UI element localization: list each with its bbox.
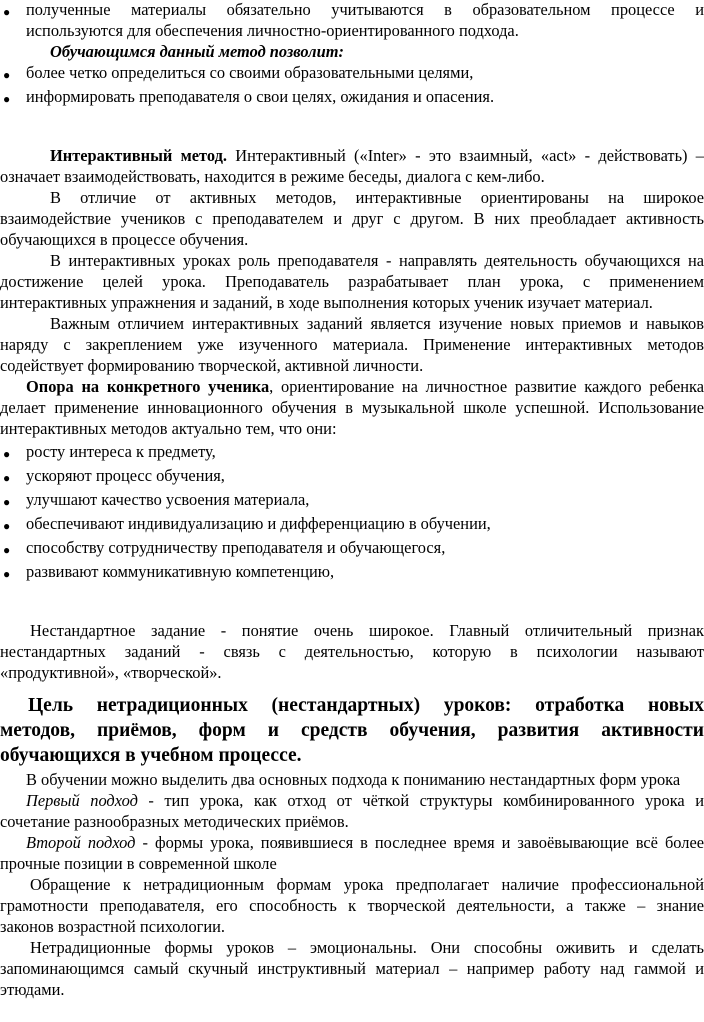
students-method-title: Обучающимся данный метод позволит: <box>50 42 344 61</box>
bullet-icon: ● <box>3 447 11 461</box>
benefit-item-3: улучшают качество усвоения материала, <box>26 490 310 509</box>
first-approach-text: - тип урока, как отход от чёткой структуры комбинированного урока и <box>137 791 704 810</box>
interactive-term: Интерактивный метод. <box>50 146 227 165</box>
appeal-line-1: Обращение к нетрадиционным формам урока предполагает наличие профессиональной <box>30 875 704 894</box>
benefit-item-6: развивают коммуникативную компетенцию, <box>26 562 335 581</box>
benefit-item-5: способству сотрудничеству преподавателя и обучающегося, <box>26 538 446 557</box>
bullet-icon: ● <box>3 567 11 581</box>
bullet-icon: ● <box>3 5 11 19</box>
interactive-p3-line-1: В интерактивных уроках роль преподавателя - направлять деятельность обучающихся на <box>50 251 704 270</box>
bullet-icon: ● <box>3 471 11 485</box>
goal-heading-line-3: обучающихся в учебном процессе. <box>0 745 302 766</box>
emotional-line-1: Нетрадиционные формы уроков – эмоциональны. Они способны оживить и сделать <box>30 938 704 957</box>
student-support-text: , ориентирование на личностное развитие каждого ребенка <box>269 377 704 396</box>
nonstandard-line-2: нестандартных заданий - связь с деятельностью, которую в психологии называют <box>0 642 704 661</box>
emotional-line-2: запоминающимся самый скучный инструктивный материал – например работу над гаммой и <box>0 959 704 978</box>
second-approach-label: Второй подход <box>26 833 136 852</box>
interactive-p2-line-3: обучающихся в процессе обучения. <box>0 230 249 249</box>
interactive-p4-line-3: содействует формированию творческой, активной личности. <box>0 356 424 375</box>
intro-bullet-line-1: полученные материалы обязательно учитываются в образовательном процессе и <box>26 0 704 19</box>
benefit-item-1: росту интереса к предмету, <box>26 442 216 461</box>
intro-bullet-line-2: используются для обеспечения личностно-ориентированного подхода. <box>26 21 519 40</box>
students-bullet-1: более четко определиться со своими образовательными целями, <box>26 63 474 82</box>
bullet-icon: ● <box>3 68 11 82</box>
interactive-p2-line-1: В отличие от активных методов, интерактивные ориентированы на широкое <box>50 188 704 207</box>
first-approach-line-1 <box>0 791 704 812</box>
interactive-p5-line-3: интерактивных методов актуально тем, что они: <box>0 419 337 438</box>
first-approach-line-2: сочетание разнообразных методических приёмов. <box>0 812 349 831</box>
approaches-intro: В обучении можно выделить два основных подхода к пониманию нестандартных форм урока <box>26 770 681 789</box>
appeal-line-2: грамотности преподавателя, его способность к творческой деятельности, а также – знание <box>0 896 704 915</box>
emotional-line-3: этюдами. <box>0 980 65 999</box>
benefit-item-2: ускоряют процесс обучения, <box>26 466 225 485</box>
interactive-definition: Интерактивный («Inter» - это взаимный, «act» - действовать) – <box>226 146 704 165</box>
interactive-line-1 <box>0 146 704 167</box>
second-approach-line-1 <box>0 833 704 854</box>
interactive-p4-line-2: наряду с закреплением уже изученного материала. Применение интерактивных методов <box>0 335 704 354</box>
bullet-icon: ● <box>3 495 11 509</box>
bullet-icon: ● <box>3 543 11 557</box>
second-approach-text: - формы урока, появившиеся в последнее время и завоёвывающие всё более <box>135 833 704 852</box>
nonstandard-line-1: Нестандартное задание - понятие очень широкое. Главный отличительный признак <box>30 621 704 640</box>
interactive-p4-line-1: Важным отличием интерактивных заданий является изучение новых приемов и навыков <box>50 314 704 333</box>
interactive-p3-line-2: достижение целей урока. Преподаватель разрабатывает план урока, с применением <box>0 272 704 291</box>
goal-heading-line-1: Цель нетрадиционных (нестандартных) уроков: отработка новых <box>28 695 704 716</box>
bullet-icon: ● <box>3 519 11 533</box>
interactive-p5-line-2: делает применение инновационного обучения в музыкальной школе успешной. Использование <box>0 398 704 417</box>
student-support-term: Опора на конкретного ученика <box>26 377 270 396</box>
first-approach-label: Первый подход <box>26 791 138 810</box>
students-bullet-2: информировать преподавателя о свои целях, ожидания и опасения. <box>26 87 495 106</box>
second-approach-line-2: прочные позиции в современной школе <box>0 854 277 873</box>
nonstandard-line-3: «продуктивной», «творческой». <box>0 663 222 682</box>
bullet-icon: ● <box>3 92 11 106</box>
interactive-p3-line-3: интерактивных упражнения и заданий, в ходе выполнения которых ученик изучает материал. <box>0 293 653 312</box>
appeal-line-3: законов возрастной психологии. <box>0 917 226 936</box>
goal-heading-line-2: методов, приёмов, форм и средств обучения, развития активности <box>0 720 704 741</box>
interactive-p2-line-2: взаимодействие учеников с преподавателем и друг с другом. В них преобладает активность <box>0 209 704 228</box>
benefit-item-4: обеспечивают индивидуализацию и дифференциацию в обучении, <box>26 514 491 533</box>
interactive-line-2: означает взаимодействовать, находится в режиме беседы, диалога с кем-либо. <box>0 167 545 186</box>
interactive-p5-line-1 <box>0 377 704 398</box>
